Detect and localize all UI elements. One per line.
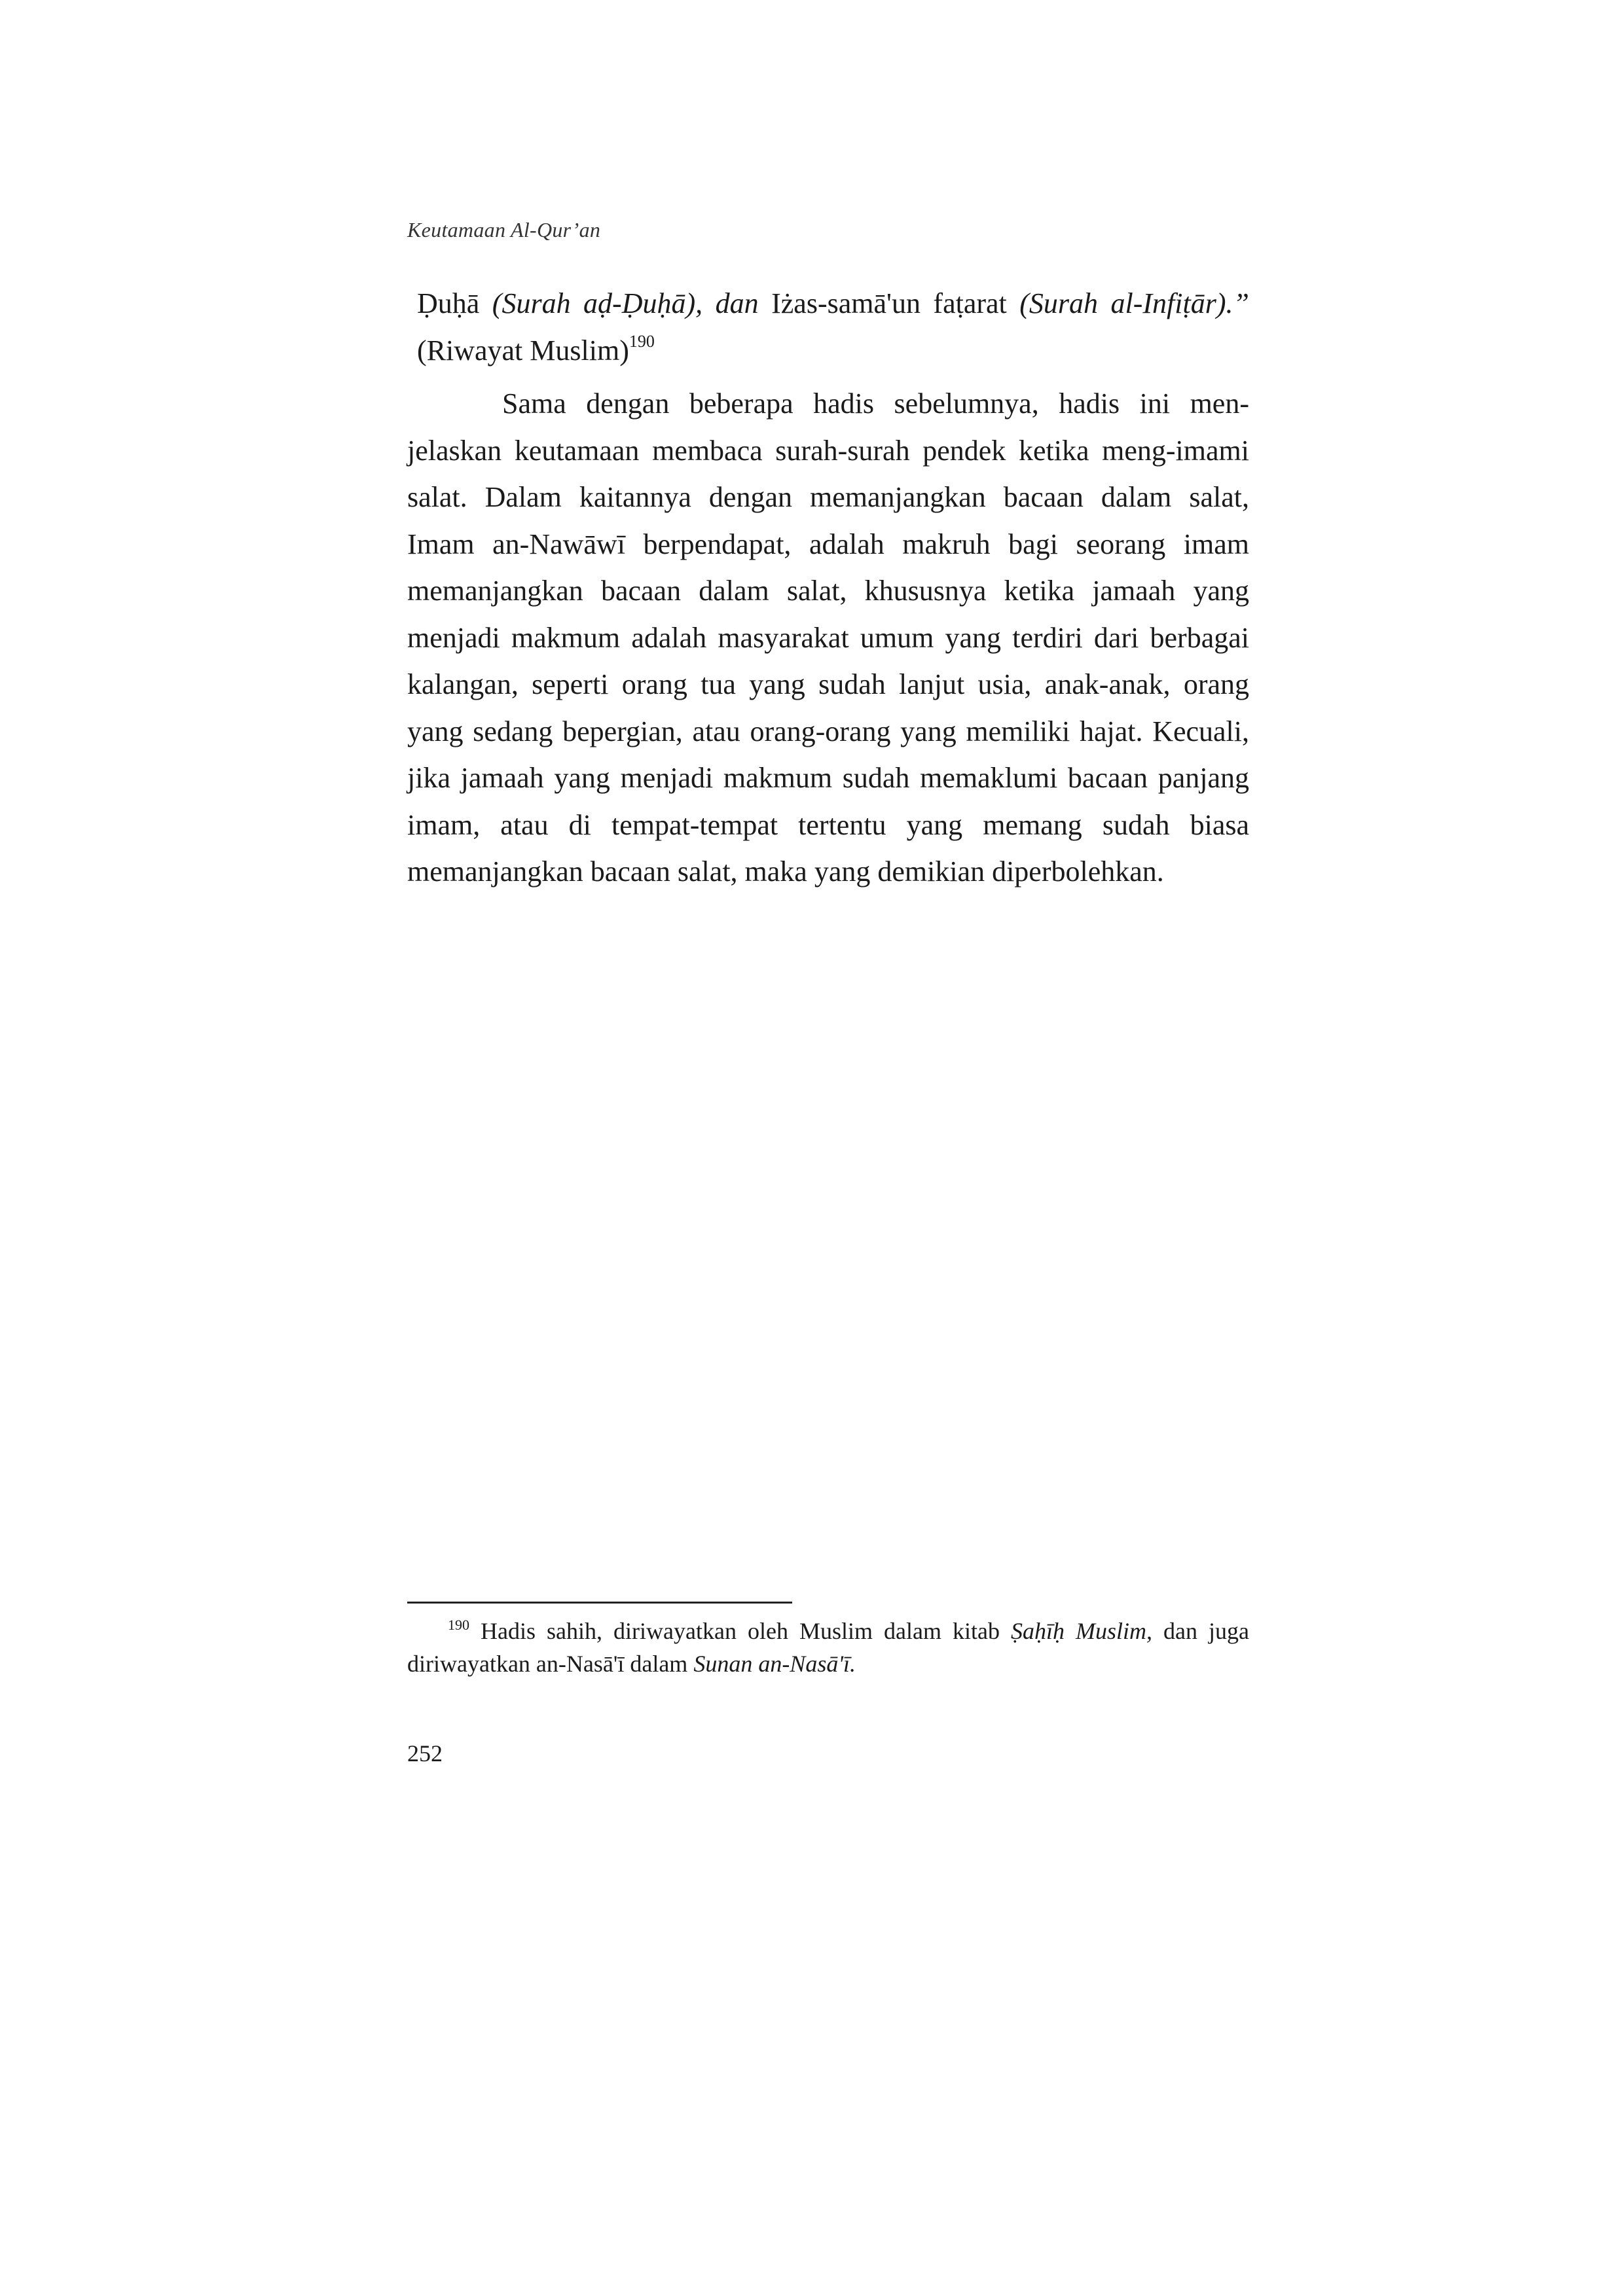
quote-text-2: (Surah aḍ-Ḍuḥā), dan: [492, 287, 772, 319]
footnote-reference[interactable]: 190: [629, 331, 655, 351]
footnote-separator: [407, 1602, 792, 1604]
quote-text-1: Ḍuḥā: [417, 287, 492, 319]
footnote-text-2: Ṣaḥīḥ Muslim,: [1010, 1618, 1153, 1644]
body-paragraph: Sama dengan beberapa hadis sebelumnya, hadis ini men-jelaskan keutamaan membaca surah-surah pendek ketika meng-imami salat. Dalam kaitannya dengan memanjangkan bacaan dalam salat, Imam an-Nawāwī berpendapat, adalah makruh bagi seorang imam memanjangkan bacaan dalam salat, khususnya ketika jamaah yang menjadi makmum adalah masyarakat umum yang terdiri dari berbagai kalangan, seperti orang tua yang sudah lanjut usia, anak-anak, orang yang sedang bepergian, atau orang-orang yang memiliki hajat. Kecuali, jika jamaah yang menjadi makmum sudah memaklumi bacaan panjang imam, atau di tempat-tempat tertentu yang memang sudah biasa memanjangkan bacaan salat, maka yang demikian diperbolehkan.: [407, 387, 1249, 888]
page-number: 252: [407, 1740, 443, 1767]
footnote-text-1: Hadis sahih, diriwayatkan oleh Muslim dalam kitab: [469, 1618, 1011, 1644]
running-header: Keutamaan Al-Qur’an: [407, 218, 601, 242]
footnote-text-3: dan juga diriwayatkan an-Nasā'ī dalam: [407, 1618, 1250, 1677]
quote-source: (Riwayat Muslim): [417, 334, 629, 367]
quote-text-4: (Surah al-Infiṭār).”: [1019, 287, 1249, 319]
quote-text-3: Iżas-samā'un faṭarat: [771, 287, 1020, 319]
footnote-number: 190: [448, 1617, 469, 1633]
footnote: [407, 1615, 1249, 1680]
quote-continuation: [407, 280, 1249, 374]
footnote-text-4: Sunan an-Nasā'ī.: [693, 1651, 856, 1677]
